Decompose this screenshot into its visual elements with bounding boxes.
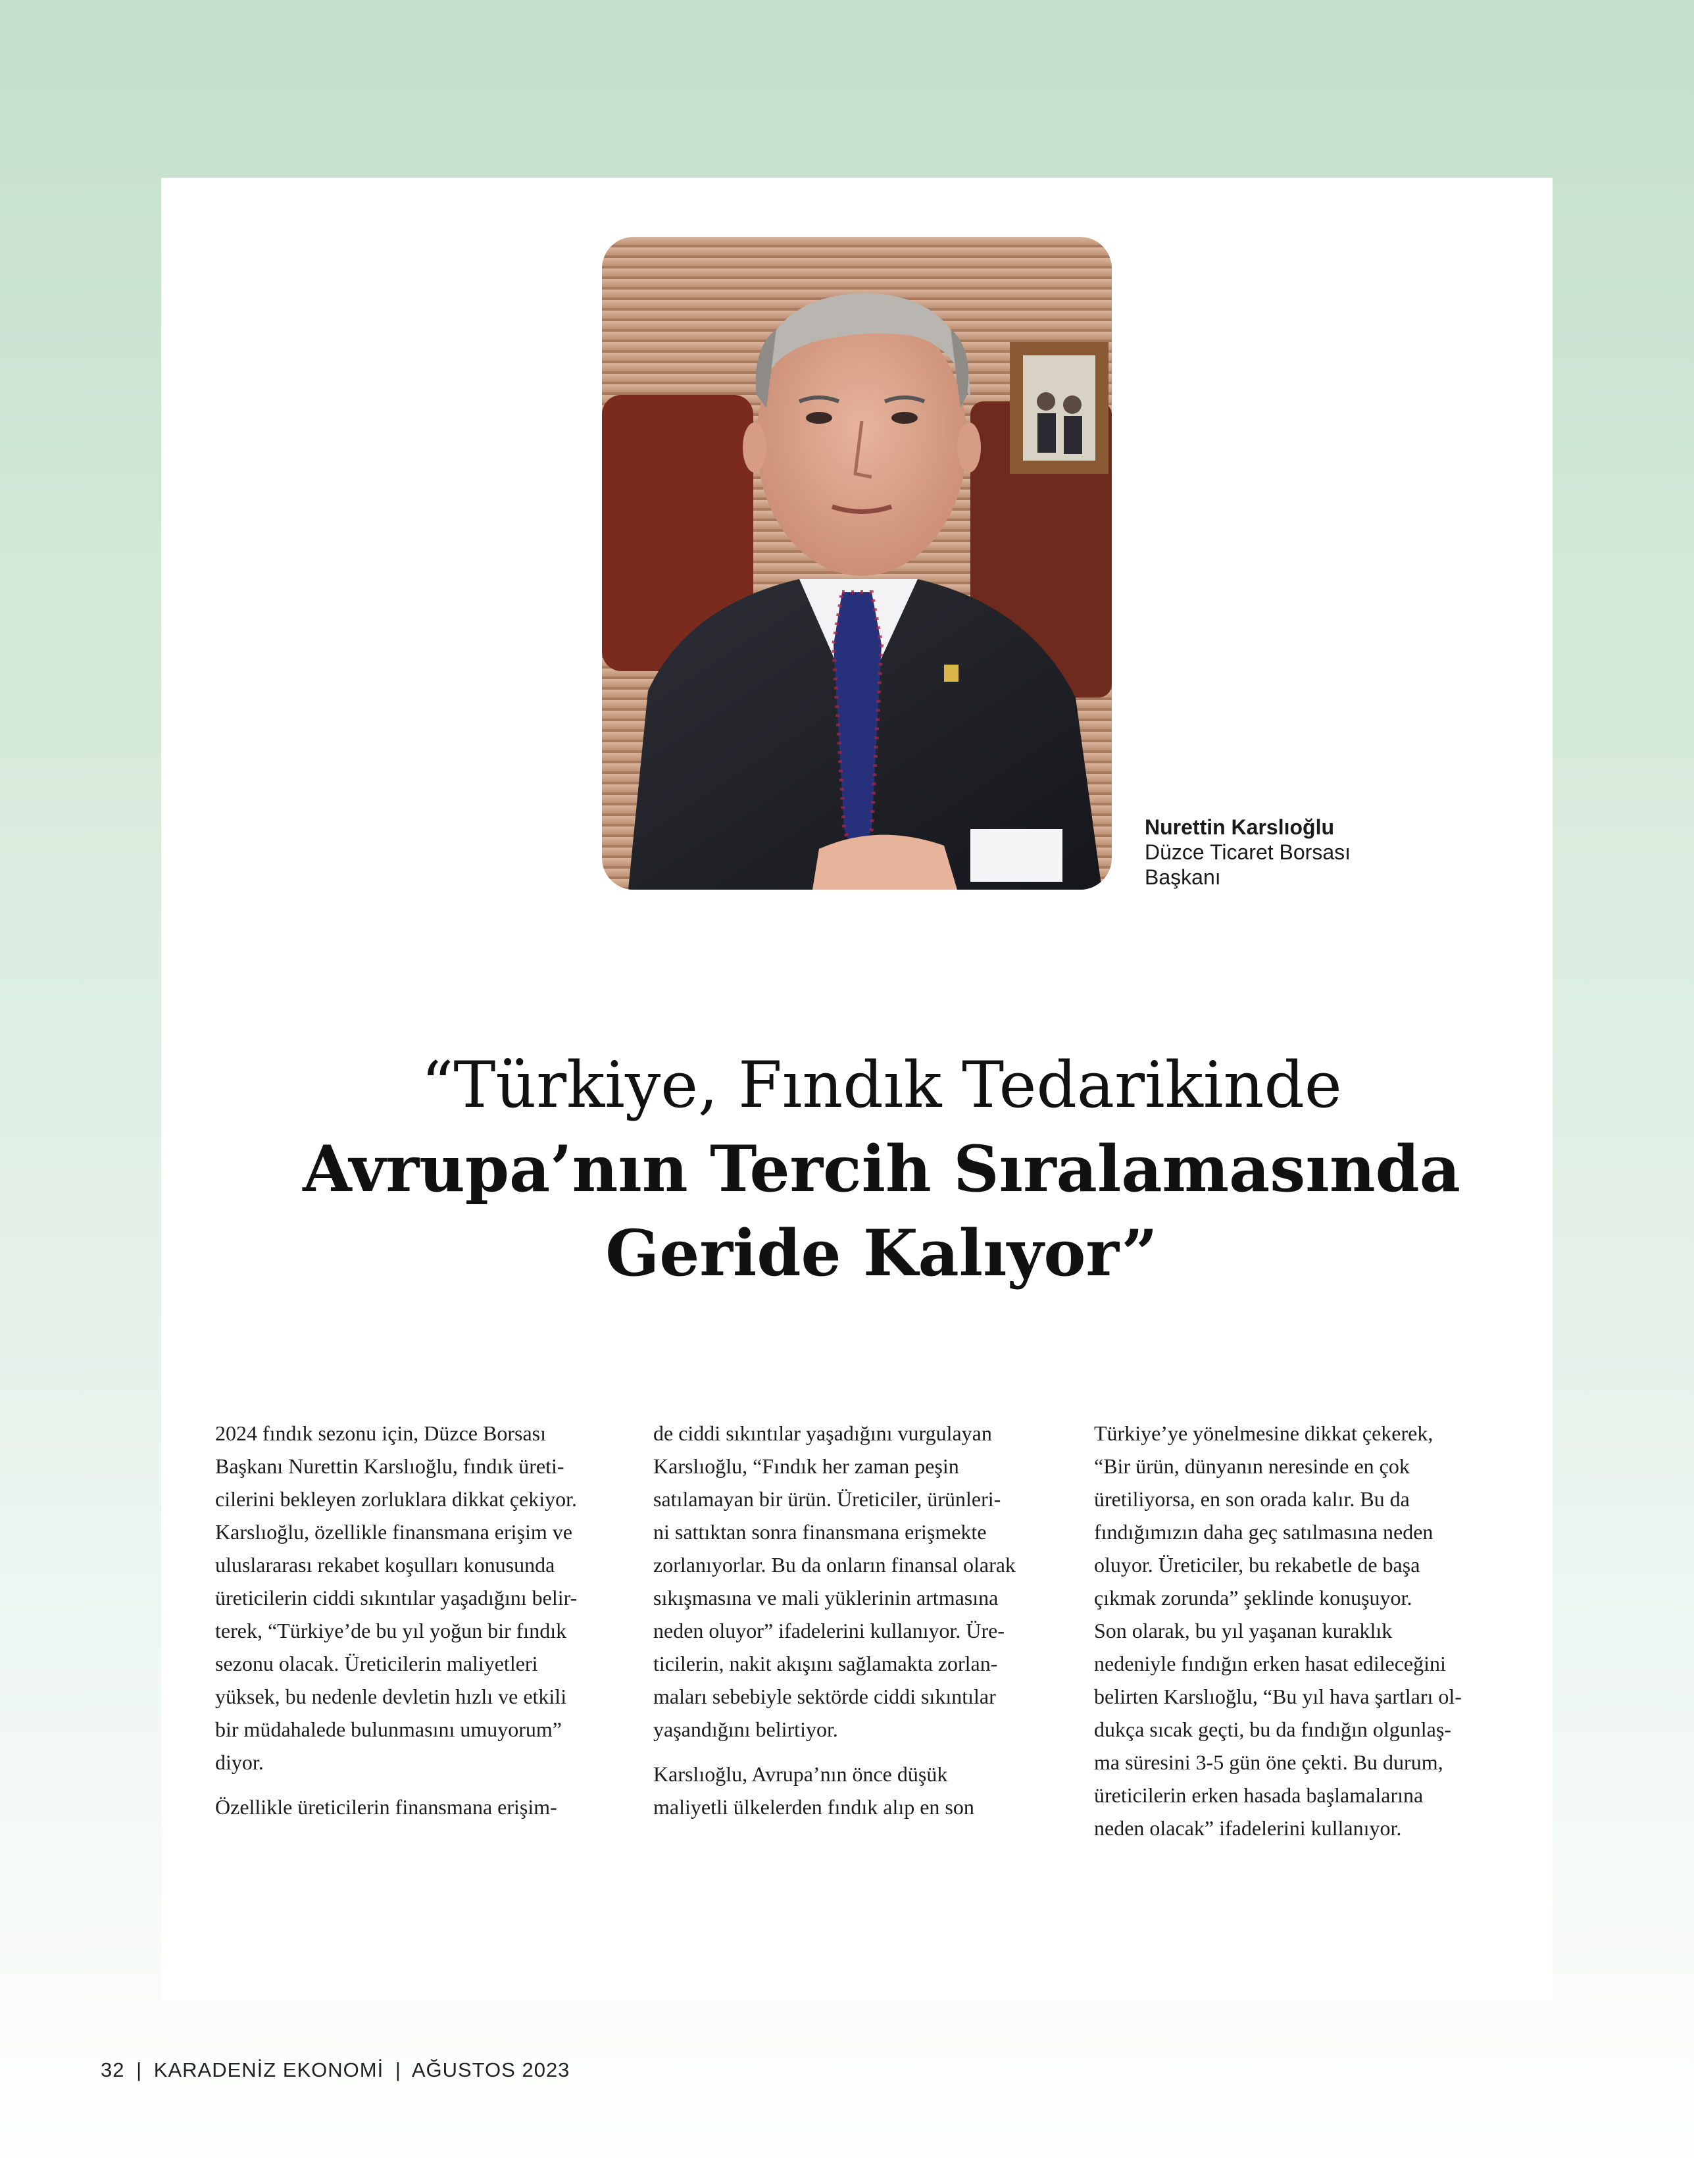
article-headline: [197, 1043, 1566, 1296]
caption-role-line1: Düzce Ticaret Borsası: [1145, 840, 1351, 864]
magazine-name: KARADENİZ EKONOMİ: [153, 2058, 384, 2081]
paragraph: Türkiye’ye yönelmesine dikkat çekerek, “Bir ürün, dünyanın neresinde en çok üretiliyorsa, en son orada kalır. Bu da fındığımızın daha geç satılmasına neden oluyor. Üreticiler, bu rekabetle de başa çıkmak zorunda” şeklinde konuşuyor. Son olarak, bu yıl yaşanan kuraklık nedeniyle fındığın erken hasat edileceğini belirten Karslıoğlu, “Bu yıl hava şartları ol- dukça sıcak geçti, bu da fındığın olgunlaş- ma süresini 3-5 gün öne çekti. Bu durum, üreticilerin erken hasada başlamalarına neden olacak” ifadelerini kullanıyor.: [1094, 1421, 1462, 1840]
portrait-image: [602, 237, 1112, 890]
portrait-photo: [602, 237, 1112, 890]
headline-line-1: “Türkiye, Fındık Tedarikinde: [421, 1048, 1342, 1122]
body-column-1: [215, 1417, 616, 1835]
page-number: 32: [101, 2058, 125, 2081]
headline-line-2: Avrupa’nın Tercih Sıralamasında: [303, 1132, 1460, 1206]
paragraph: Karslıoğlu, Avrupa’nın önce düşük maliyetli ülkelerden fındık alıp en son: [653, 1762, 974, 1819]
footer-separator: |: [395, 2058, 401, 2081]
paragraph: 2024 fındık sezonu için, Düzce Borsası Başkanı Nurettin Karslıoğlu, fındık üreti- cilerini bekleyen zorluklara dikkat çekiyor. Karslıoğlu, özellikle finansmana erişim ve uluslararası rekabet koşulları konusunda üreticilerin ciddi sıkıntılar yaşadığını belir- terek, “Türkiye’de bu yıl yoğun bir fındık sezonu olacak. Üreticilerin maliyetleri yüksek, bu nedenle devletin hızlı ve etkili bir müdahalede bulunmasını umuyorum” diyor.: [215, 1421, 578, 1774]
issue-date: AĞUSTOS 2023: [411, 2058, 570, 2081]
paragraph: de ciddi sıkıntılar yaşadığını vurgulayan Karslıoğlu, “Fındık her zaman peşin satılamayan bir ürün. Üreticiler, ürünleri- ni sattıktan sonra finansmana erişmekte zorlanıyorlar. Bu da onların finansal olarak sıkışmasına ve mali yüklerinin artmasına neden oluyor” ifadelerini kullanıyor. Üre- ticilerin, nakit akışını sağlamakta zorlan- maları sebebiyle sektörde ciddi sıkıntılar yaşandığını belirtiyor.: [653, 1421, 1016, 1741]
caption-name: Nurettin Karslıoğlu: [1145, 815, 1335, 839]
body-column-2: [653, 1417, 1055, 1835]
page-footer: [101, 2058, 575, 2082]
footer-separator: |: [136, 2058, 143, 2081]
photo-caption: [1145, 815, 1434, 890]
paragraph: Özellikle üreticilerin finansmana erişim-: [215, 1795, 557, 1819]
body-column-3: [1094, 1417, 1495, 1856]
caption-role-line2: Başkanı: [1145, 865, 1221, 889]
headline-line-3: Geride Kalıyor”: [605, 1216, 1158, 1290]
